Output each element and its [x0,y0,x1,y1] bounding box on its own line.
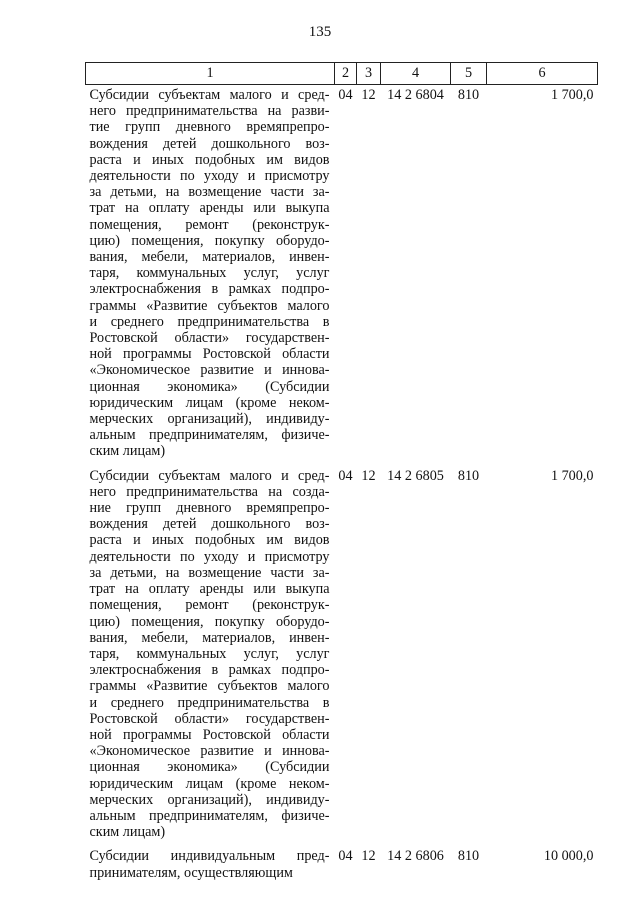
budget-table [85,62,598,881]
header-cell-6: 6 [487,63,598,85]
description-line: помещения, ремонт (реконструк- [89,216,330,233]
description-line: деятельности по уходу и присмотру [89,548,330,565]
description-line: юридическим лицам (кроме неком- [89,775,330,792]
description-line: «Экономическое развитие и иннова- [89,362,330,379]
description-line: ной программы Ростовской области [89,346,330,363]
description-line: и среднего предпринимательства в [89,313,330,330]
description-line: граммы «Развитие субъектов малого [89,678,330,695]
description-line: вания, мебели, материалов, инвен- [89,629,330,646]
header-cell-4: 4 [381,63,451,85]
description-line: мерческих организаций), индивиду- [89,411,330,428]
description-line: граммы «Развитие субъектов малого [89,297,330,314]
target-article-code: 14 2 6806 [387,848,444,865]
description-line: ние групп дневного времяпрепро- [89,500,330,517]
row-description [86,85,335,460]
amount: 1 700,0 [550,467,594,484]
description-line: Субсидии индивидуальным пред- [89,848,330,865]
description-line: Ростовской области» государствен- [89,710,330,727]
description-line: него предпринимательства на созда- [89,483,330,500]
table-row [86,840,598,880]
header-cell-2: 2 [335,63,357,85]
section-code: 04 [338,87,353,103]
description-line: ским лицам) [89,824,166,841]
description-line: за детьми, на возмещение части за- [89,184,330,201]
description-line: ским лицам) [89,443,166,460]
description-line: Субсидии субъектам малого и сред- [89,467,330,484]
subsection-code: 12 [361,467,376,484]
description-line: цию) помещения, покупку оборудо- [89,613,330,630]
description-line: Ростовской области» государствен- [89,330,330,347]
description-line: деятельности по уходу и присмотру [89,168,330,185]
header-cell-1: 1 [86,63,335,85]
amount: 1 700,0 [550,87,594,103]
expense-type-code: 810 [457,87,480,103]
table-row [86,460,598,841]
description-line: вождения детей дошкольного воз- [89,135,330,152]
description-line: цию) помещения, покупку оборудо- [89,232,330,249]
subsection-code: 12 [361,848,376,865]
section-code: 04 [338,848,353,865]
description-line: альным предпринимателям, физиче- [89,427,330,444]
description-line: таря, коммунальных услуг, услуг [89,645,330,662]
description-line: тие групп дневного времяпрепро- [89,119,330,136]
header-cell-3: 3 [357,63,381,85]
header-row [86,63,598,85]
description-line: ной программы Ростовской области [89,726,330,743]
description-line: юридическим лицам (кроме неком- [89,394,330,411]
description-line: раста и иных подобных им видов [89,532,330,549]
expense-type-code: 810 [457,848,480,865]
table-header [86,63,598,85]
table-body [86,85,598,881]
page-number: 135 [308,24,332,40]
subsection-code: 12 [361,87,376,103]
expense-type-code: 810 [457,467,480,484]
description-line: таря, коммунальных услуг, услуг [89,265,330,282]
description-line: ционная экономика» (Субсидии [89,378,330,395]
header-cell-5: 5 [451,63,487,85]
description-line: раста и иных подобных им видов [89,151,330,168]
description-line: «Экономическое развитие и иннова- [89,743,330,760]
description-line: за детьми, на возмещение части за- [89,564,330,581]
description-line: электроснабжения в рамках подпро- [89,662,330,679]
description-line: принимателям, осуществляющим [89,864,293,881]
description-line: электроснабжения в рамках подпро- [89,281,330,298]
target-article-code: 14 2 6804 [387,87,444,103]
section-code: 04 [338,467,353,484]
description-line: Субсидии субъектам малого и сред- [89,87,330,103]
description-line: вания, мебели, материалов, инвен- [89,249,330,266]
row-description [86,460,335,841]
description-line: мерческих организаций), индивиду- [89,791,330,808]
description-line: него предпринимательства на разви- [89,103,330,120]
row-description [86,840,335,880]
description-line: трат на оплату аренды или выкупа [89,581,330,598]
description-line: вождения детей дошкольного воз- [89,516,330,533]
description-line: трат на оплату аренды или выкупа [89,200,330,217]
description-line: помещения, ремонт (реконструк- [89,597,330,614]
amount: 10 000,0 [543,848,594,865]
table-row [86,85,598,460]
description-line: ционная экономика» (Субсидии [89,759,330,776]
description-line: и среднего предпринимательства в [89,694,330,711]
description-line: альным предпринимателям, физиче- [89,807,330,824]
target-article-code: 14 2 6805 [387,467,444,484]
